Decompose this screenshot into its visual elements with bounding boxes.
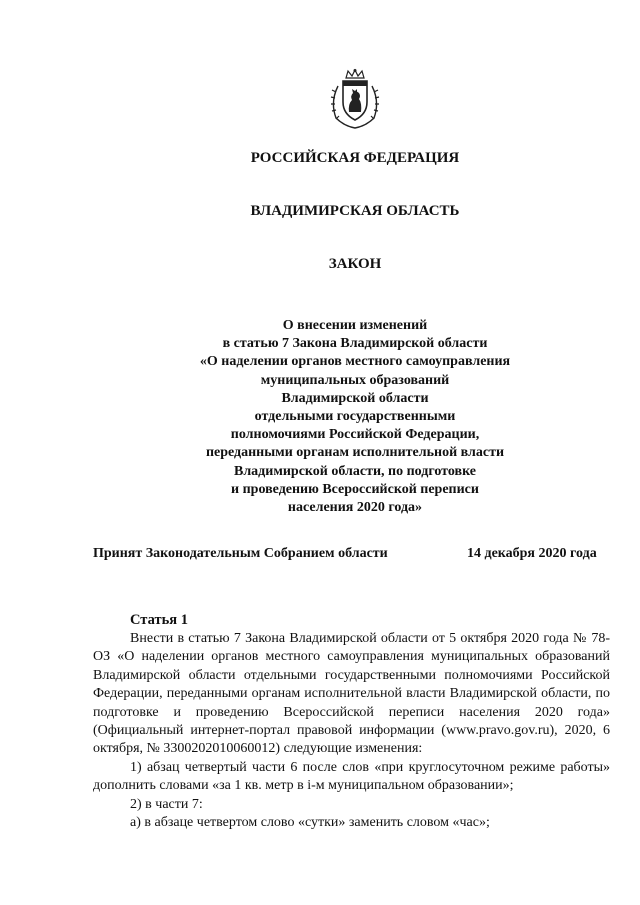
law-title-line: населения 2020 года» [287, 500, 423, 516]
article-paragraph: а) в абзаце четвертом слово «сутки» заменить словом «час»; [130, 815, 490, 831]
article-heading: Статья 1 [130, 612, 188, 628]
article-paragraph: Внести в статью 7 Закона Владимирской области от 5 октября 2020 года № 78-ОЗ «О наделении органов местного самоуправления муниципальных образований Владимирской области отдельными государственными полномочиями Российской Федерации, переданными органам исполнительной власти Владимирской области, по подготовке и проведению Всероссийской переписи населения 2020 года» (Официальный интернет-портал правовой информации (www.pravo.gov.ru), 2020, 6 октября, № 3300202010060012) следующие изменения: [93, 631, 610, 757]
law-title-line: полномочиями Российской Федерации, [230, 427, 480, 443]
region-heading: ВЛАДИМИРСКАЯ ОБЛАСТЬ [250, 203, 460, 219]
article-body [93, 630, 610, 832]
law-title-line: О внесении изменений [282, 318, 428, 333]
article-paragraph: 1) абзац четвертый части 6 после слов «при круглосуточном режиме работы» дополнить словами «за 1 кв. метр в i-м муниципальном образовании»; [93, 759, 610, 794]
law-title-line: Владимирской области [281, 390, 429, 406]
law-title [160, 317, 550, 517]
law-title-line: в статью 7 Закона Владимирской области [222, 336, 488, 352]
adopted-date: 14 декабря 2020 года [467, 546, 597, 561]
law-title-line: «О наделении органов местного самоуправления [199, 354, 511, 370]
law-title-line: и проведению Всероссийской переписи [231, 481, 479, 497]
law-title-line: муниципальных образований [260, 372, 450, 388]
law-title-line: переданными органам исполнительной власти [205, 445, 505, 461]
coat-of-arms-icon [328, 68, 382, 130]
country-heading: РОССИЙСКАЯ ФЕДЕРАЦИЯ [250, 150, 460, 166]
adopted-by-label: Принят Законодательным Собранием области [93, 546, 388, 561]
document-type-heading: ЗАКОН [328, 256, 382, 272]
article-paragraph: 2) в части 7: [130, 796, 203, 812]
law-title-line: отдельными государственными [254, 409, 456, 425]
law-title-line: Владимирской области, по подготовке [233, 463, 477, 479]
